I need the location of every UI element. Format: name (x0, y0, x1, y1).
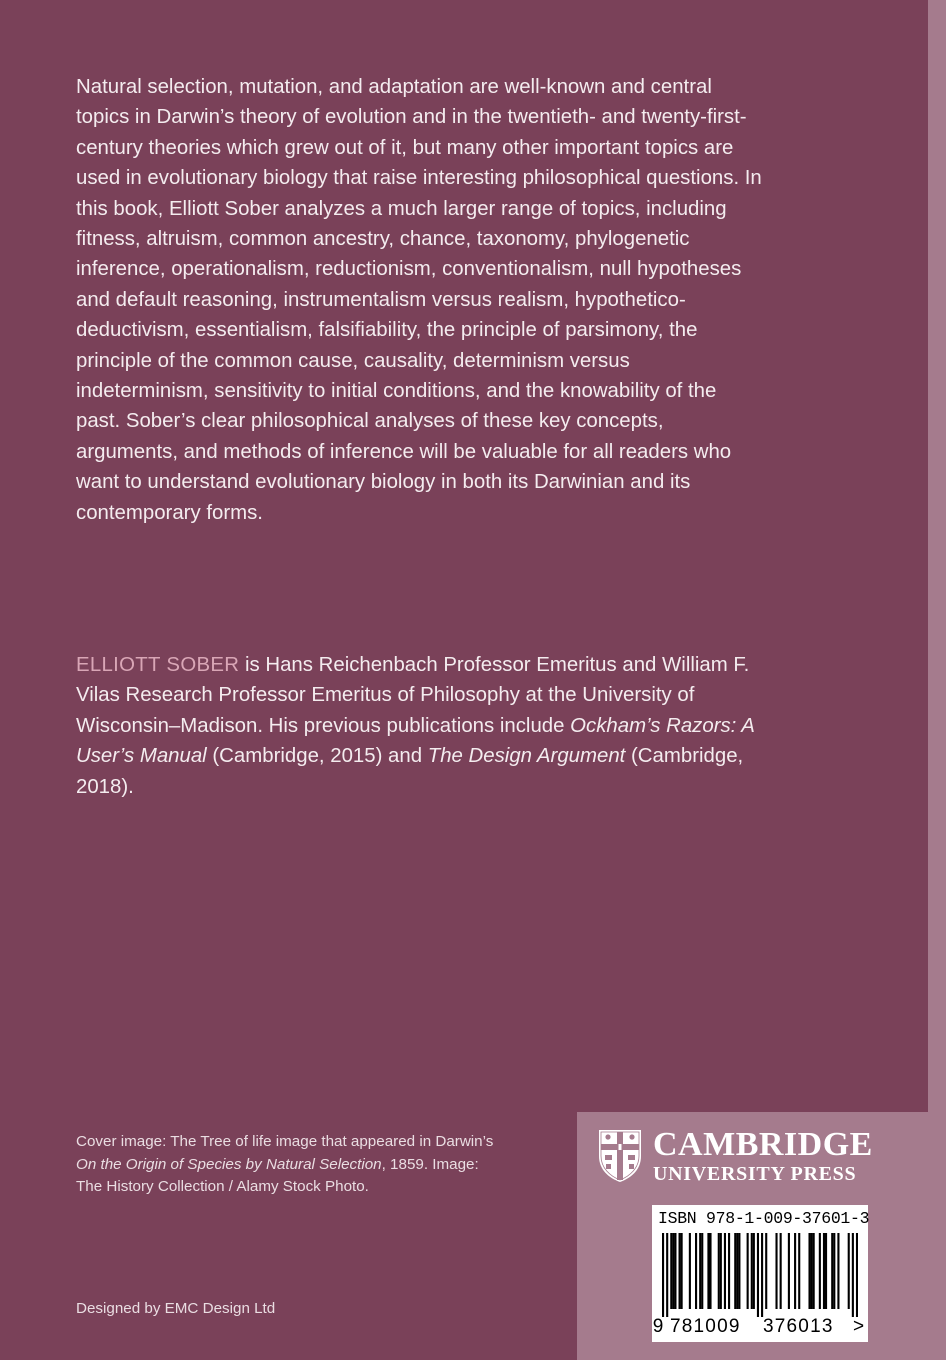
barcode-bar (707, 1233, 709, 1309)
isbn-label: ISBN 978-1-009-37601-3 (658, 1209, 870, 1228)
barcode-bars (662, 1233, 858, 1317)
barcode-bar (666, 1233, 668, 1317)
barcode-bar (856, 1233, 858, 1317)
barcode-bar (751, 1233, 753, 1309)
barcode-bar (718, 1233, 720, 1309)
barcode-bar (709, 1233, 711, 1309)
barcode-bar (734, 1233, 736, 1309)
bio-text-3: (Cambridge, 2018). (76, 745, 744, 798)
publisher-logo (597, 1127, 917, 1187)
barcode-bar (757, 1233, 759, 1317)
bio-text-1: is Hans Reichenbach Professor Emeritus and William F. Vilas Research Professor Emeritus of Philosophy at the University of Wisconsin–Madison. His previous publications include (76, 654, 750, 737)
barcode-bar (724, 1233, 726, 1309)
barcode-bar (701, 1233, 703, 1309)
barcode-bar (823, 1233, 825, 1309)
barcode-bar (761, 1233, 763, 1317)
barcode-bar (831, 1233, 833, 1309)
barcode-bar (811, 1233, 813, 1309)
barcode-bar (813, 1233, 815, 1309)
barcode-bar (747, 1233, 749, 1309)
ean-digits-left: 781009 (670, 1316, 741, 1337)
barcode-bar (662, 1233, 664, 1317)
barcode-bar (833, 1233, 835, 1309)
credit-text-1: Cover image: The Tree of life image that appeared in Darwin’s (76, 1133, 494, 1150)
barcode-bar (825, 1233, 827, 1309)
ean-first-digit: 9 (652, 1316, 664, 1337)
book-title-2: The Design Argument (427, 745, 626, 768)
credit-title: On the Origin of Species by Natural Selection (76, 1155, 382, 1173)
barcode-bar (689, 1233, 691, 1309)
ean-quiet-zone-arrow: > (853, 1316, 865, 1337)
publisher-panel (577, 1112, 928, 1360)
bio-text-2: (Cambridge, 2015) and (206, 745, 428, 768)
cover-image-credit (76, 1131, 506, 1199)
book-title-1: Ockham’s Razors: A User’s Manual (76, 714, 755, 768)
barcode-bar (728, 1233, 730, 1309)
publisher-subtitle: UNIVERSITY PRESS (653, 1163, 857, 1185)
barcode-bar (794, 1233, 796, 1309)
barcode-bar (695, 1233, 697, 1309)
cambridge-shield-icon (597, 1128, 643, 1184)
barcode-bar (674, 1233, 676, 1309)
author-bio (76, 650, 766, 802)
barcode-bar (808, 1233, 810, 1309)
barcode-bar (670, 1233, 672, 1309)
barcode-bar (738, 1233, 740, 1309)
barcode-bar (736, 1233, 738, 1309)
barcode-bar (848, 1233, 850, 1309)
barcode-bar (765, 1233, 767, 1309)
back-cover-blurb: Natural selection, mutation, and adaptation are well-known and central topics in Darwin’s theory of evolution and in the twentieth- and twenty-first-century theories which grew out of it, but many other important topics are used in evolutionary biology that raise interesting philosophical questions. In this book, Elliott Sober analyzes a much larger range of topics, including fitness, altruism, common ancestry, chance, taxonomy, phylogenetic inference, operationalism, reductionism, conventionalism, null hypotheses and default reasoning, instrumentalism versus realism, hypothetico-deductivism, essentialism, falsifiability, the principle of parsimony, the principle of the common cause, causality, determinism versus indeterminism, sensitivity to initial conditions, and the knowability of the past. Sober’s clear philosophical analyses of these key concepts, arguments, and methods of inference will be valuable for all readers who want to understand evolutionary biology in both its Darwinian and its contemporary forms. (76, 76, 762, 524)
ean-digits-right: 376013 (763, 1316, 834, 1337)
barcode-bar (775, 1233, 777, 1309)
barcode-bar (753, 1233, 755, 1309)
barcode-bar (681, 1233, 683, 1309)
barcode-bar (837, 1233, 839, 1309)
barcode-bar (679, 1233, 681, 1309)
barcode-bar (852, 1233, 854, 1317)
barcode-bar (788, 1233, 790, 1309)
right-edge-strip (928, 0, 946, 1360)
isbn-barcode (652, 1205, 868, 1342)
barcode-bar (672, 1233, 674, 1309)
author-name: ELLIOTT SOBER (76, 654, 240, 676)
barcode-bar (780, 1233, 782, 1309)
credit-text-2: , 1859. Image: The History Collection / Alamy Stock Photo. (76, 1155, 479, 1196)
barcode-bar (819, 1233, 821, 1309)
barcode-bar (720, 1233, 722, 1309)
barcode-bar (699, 1233, 701, 1309)
designer-credit: Designed by EMC Design Ltd (76, 1300, 276, 1317)
barcode-bar (798, 1233, 800, 1309)
publisher-name: CAMBRIDGE (653, 1126, 873, 1163)
